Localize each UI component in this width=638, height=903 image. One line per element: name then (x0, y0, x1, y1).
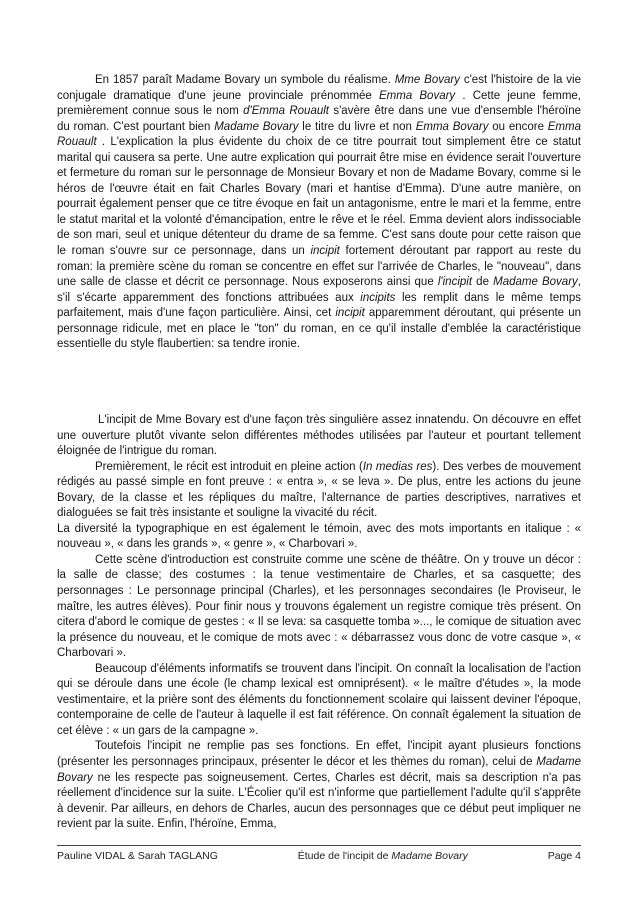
text-run: Premièrement, le récit est introduit en pleine action ( (95, 460, 363, 473)
italic-run: Emma Rouault (57, 120, 581, 149)
footer-title-work: Madame Bovary (391, 850, 468, 862)
text-run: de (472, 276, 494, 289)
footer-title-prefix: Étude de l'incipit de (297, 850, 392, 862)
italic-run: d'Emma Rouault (243, 105, 329, 118)
analysis-paragraph-3: La diversité la typographique en est également le témoin, avec des mots importants en italique : « nouveau », « dans les grands », « genre », « Charbovari ». (57, 522, 581, 551)
italic-run: incipit (335, 307, 365, 320)
text-run: c'est l'histoire de la vie conjugale dramatique d'une jeune provinciale prénommée (57, 74, 582, 102)
italic-run: Madame Bovary (57, 756, 581, 784)
text-run: ne les respecte pas soigneusement. Certes, Charles est décrit, mais sa description n'a pas réellement d'incidence sur la suite. L'Écolier qu'il est n'informe que partiellement l'adulte qu'il s'apprête à devenir. Par ailleurs, en dehors de Charles, aucun des personnages que ce début peut impliquer ne revient par la suite. Enfin, l'héroïne, Emma, (57, 771, 581, 831)
footer-authors: Pauline VIDAL & Sarah TAGLANG (57, 850, 218, 862)
italic-run: Madame Bovary (214, 120, 299, 133)
page-footer (57, 845, 581, 862)
italic-run: Mme Bovary (394, 74, 460, 86)
text-run: le titre du livre et non (298, 120, 416, 133)
text-run: . Cette jeune femme, premièrement connue sous le nom (57, 89, 581, 118)
italic-run: l'incipit (437, 276, 473, 289)
analysis-paragraph-5: Beaucoup d'éléments informatifs se trouvent dans l'incipit. On connaît la localisation de l'action qui se déroule dans une école (le champ lexical est omniprésent). « le maître d'études », la mode vestimentaire, et la prière sont des éléments du fonctionnement scolaire qui laissent deviner l'époque, contemporaine de celle de l'auteur à laquelle il est fait référence. On connaît également la situation de cet élève : « un gars de la campagne ». (57, 662, 581, 737)
intro-section (57, 73, 581, 353)
italic-run: In medias res (362, 460, 433, 473)
text-run: apparemment déroutant, qui présente un personnage ridicule, met en place le "ton" du roman, en ce qu'il installe d'emblée la caractéristique essentielle du style flaubertien: sa tendre ironie. (57, 307, 581, 351)
footer-title (298, 850, 468, 862)
text-run: ou encore (488, 120, 548, 133)
text-run: En 1857 paraît Madame Bovary un symbole du réalisme. (95, 74, 395, 86)
analysis-paragraph-6 (57, 739, 581, 832)
italic-run: Madame Bovary (493, 276, 578, 289)
italic-run: incipits (360, 291, 396, 304)
text-run: s'avère être dans une vue d'ensemble l'héroïne du roman. C'est pourtant bien (57, 105, 581, 133)
text-run: . L'explication la plus évidente du choix de ce titre pourrait tout simplement être ce statut marital qui causera sa perte. Une autre explication qui pourrait être mise en évidence serait l'ouverture et fermeture du roman sur le personnage de Monsieur Bovary et non de Madame Bovary, comme si le héros de l'œuvre était en fait Charles Bovary (mari et hantise d'Emma). D'une autre manière, on pourrait également penser que ce titre évoque en fait un antagonisme, entre le mari et la femme, entre le statut marital et la volonté d'émancipation, entre le rêve et le réel. Emma devient alors indissociable de son mari, seul et unique détenteur du drame de sa femme. C'est sans doute pour cette raison que le roman s'ouvre sur ce personnage, dans un (57, 136, 581, 258)
text-run: , s'il s'écarte apparemment des fonctions attribuées aux (57, 276, 581, 304)
footer-page-number: Page 4 (547, 850, 581, 862)
text-run: ). Des verbes de mouvement rédigés au passé simple en font preuve : « entra », « se leva ». De plus, entre les actions du jeune Bovary, de la classe et les répliques du maître, l'alternance de parties descriptives, narratives et dialoguées se fait très insistante et souligne la vivacité du récit. (57, 460, 581, 520)
intro-paragraph (57, 73, 581, 353)
text-run: les remplit dans le même temps parfaitement, mais d'une façon particulière. Ainsi, cet (57, 291, 581, 320)
analysis-paragraph-1: L'incipit de Mme Bovary est d'une façon très singulière assez innatendu. On découvre en effet une ouverture plutôt vivante selon différentes méthodes utilisées par l'auteur et pourtant tellement éloignée de l'intrigue du roman. (57, 414, 581, 458)
text-run: fortement déroutant par rapport au reste du roman: la première scène du roman se concentre en effet sur l'arrivée de Charles, le "nouveau", dans une salle de classe et décrit ce personnage. Nous exposerons ainsi que (57, 245, 581, 289)
analysis-paragraph-2 (57, 460, 581, 522)
analysis-paragraph-4: Cette scène d'introduction est construite comme une scène de théâtre. On y trouve un décor : la salle de classe; des costumes : la tenue vestimentaire de Charles, et sa casquette; des personnages : Le personnage principal (Charles), et les personnages secondaires (le Proviseur, le maître, les autres élèves). Pour finir nous y trouvons également un registre comique très présent. On citera d'abord le comique de gestes : « Il se leva: sa casquette tomba »..., le comique de situation avec la présence du nouveau, et le comique de mots avec : « débarrassez vous donc de votre casque », « Charbovari ». (57, 553, 581, 660)
text-run: Toutefois l'incipit ne remplie pas ses fonctions. En effet, l'incipit ayant plusieurs fonctions (présenter les personnages principaux, présenter le décor et les thèmes du roman), celui de (57, 740, 581, 769)
italic-run: Emma Bovary (379, 89, 456, 102)
italic-run: incipit (310, 245, 340, 258)
analysis-section (57, 413, 581, 833)
italic-run: Emma Bovary (415, 120, 489, 133)
